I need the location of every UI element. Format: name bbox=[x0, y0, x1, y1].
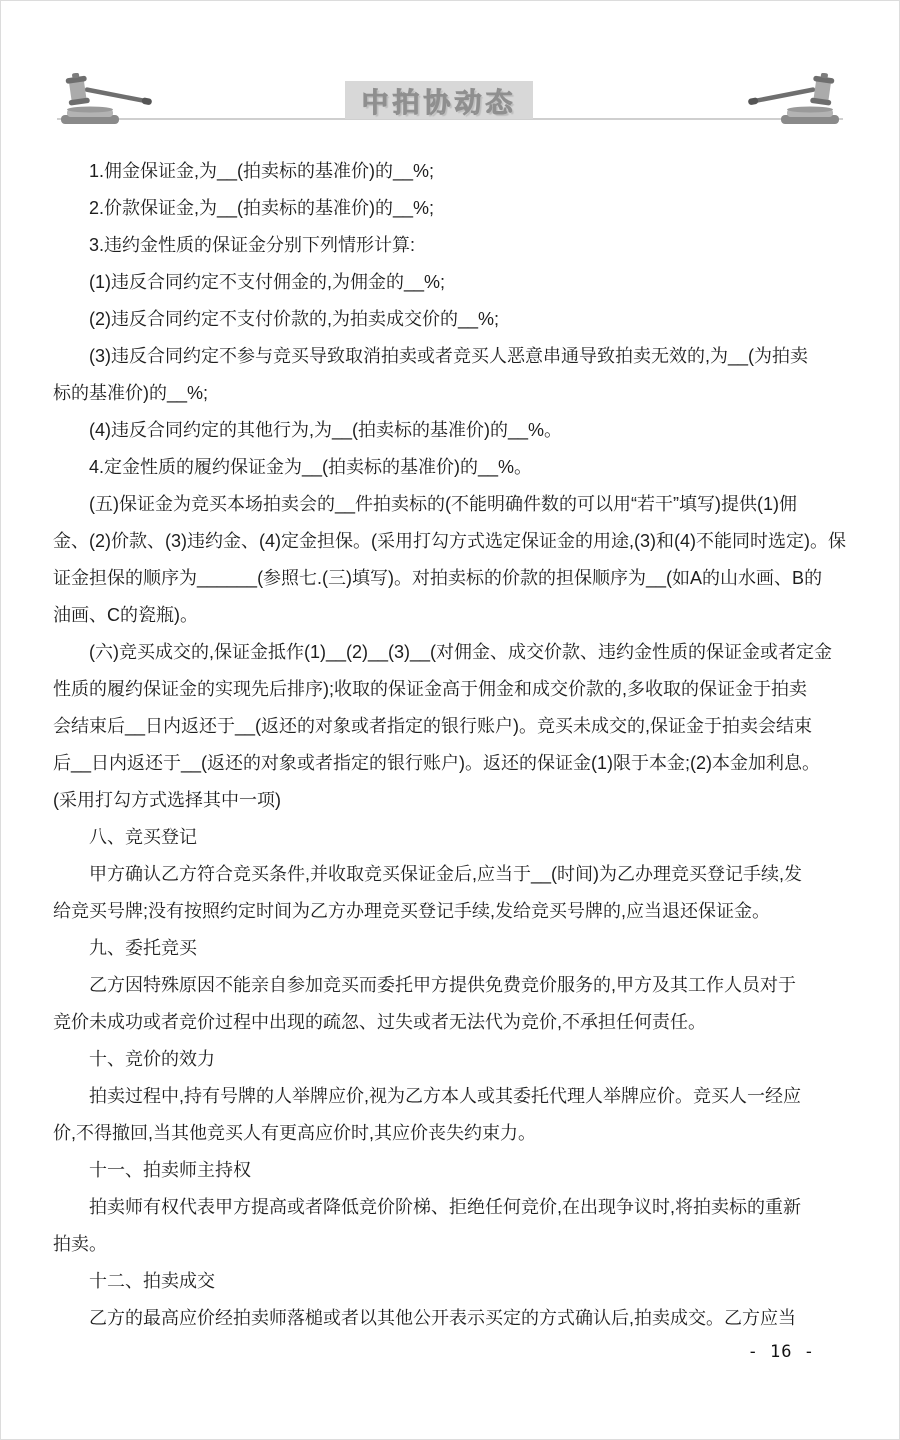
text-line: 给竞买号牌;没有按照约定时间为乙方办理竞买登记手续,发给竞买号牌的,应当退还保证金。 bbox=[53, 901, 770, 921]
text-line: 证金担保的顺序为______(参照七.(三)填写)。对拍卖标的价款的担保顺序为__(如A的山水画、B的 bbox=[53, 568, 823, 588]
text-line: (3)违反合同约定不参与竞买导致取消拍卖或者竞买人恶意串通导致拍卖无效的,为__(为拍卖 bbox=[89, 346, 809, 366]
text-line: 乙方的最高应价经拍卖师落槌或者以其他公开表示买定的方式确认后,拍卖成交。乙方应当 bbox=[89, 1308, 796, 1328]
text-line: 拍卖师有权代表甲方提高或者降低竞价阶梯、拒绝任何竞价,在出现争议时,将拍卖标的重新 bbox=[89, 1197, 801, 1217]
text-line: 后__日内返还于__(返还的对象或者指定的银行账户)。返还的保证金(1)限于本金;(2)本金加利息。 bbox=[53, 753, 821, 773]
text-line: 十一、拍卖师主持权 bbox=[89, 1160, 251, 1180]
header-title-box bbox=[345, 81, 533, 119]
text-line: 3.违约金性质的保证金分别下列情形计算: bbox=[89, 235, 416, 255]
text-line: (1)违反合同约定不支付佣金的,为佣金的__%; bbox=[89, 272, 446, 292]
text-line: 八、竞买登记 bbox=[89, 827, 197, 847]
document-body bbox=[53, 153, 853, 1337]
text-line: 4.定金性质的履约保证金为__(拍卖标的基准价)的__%。 bbox=[89, 457, 533, 477]
text-line: 九、委托竞买 bbox=[89, 938, 197, 958]
text-line: 十、竞价的效力 bbox=[89, 1049, 215, 1069]
text-line: 会结束后__日内返还于__(返还的对象或者指定的银行账户)。竞买未成交的,保证金于拍卖会结束 bbox=[53, 716, 813, 736]
gavel-icon-right bbox=[731, 73, 857, 125]
text-line: 拍卖过程中,持有号牌的人举牌应价,视为乙方本人或其委托代理人举牌应价。竞买人一经应 bbox=[89, 1086, 801, 1106]
text-line: 竞价未成功或者竞价过程中出现的疏忽、过失或者无法代为竞价,不承担任何责任。 bbox=[53, 1012, 706, 1032]
text-line: (五)保证金为竞买本场拍卖会的__件拍卖标的(不能明确件数的可以用“若干”填写)提供(1)佣 bbox=[89, 494, 797, 514]
gavel-icon-left bbox=[43, 73, 169, 125]
page-number: - 16 - bbox=[747, 1342, 815, 1362]
text-line: 1.佣金保证金,为__(拍卖标的基准价)的__%; bbox=[89, 161, 435, 181]
text-line: 甲方确认乙方符合竞买条件,并收取竞买保证金后,应当于__(时间)为乙办理竞买登记手续,发 bbox=[89, 864, 803, 884]
text-line: 标的基准价)的__%; bbox=[53, 383, 209, 403]
text-line: 价,不得撤回,当其他竞买人有更高应价时,其应价丧失约束力。 bbox=[53, 1123, 537, 1143]
text-line: (2)违反合同约定不支付价款的,为拍卖成交价的__%; bbox=[89, 309, 500, 329]
text-line: 性质的履约保证金的实现先后排序);收取的保证金高于佣金和成交价款的,多收取的保证金于拍卖 bbox=[53, 679, 807, 699]
text-line: (六)竞买成交的,保证金抵作(1)__(2)__(3)__(对佣金、成交价款、违约金性质的保证金或者定金 bbox=[89, 642, 833, 662]
text-line: (采用打勾方式选择其中一项) bbox=[53, 790, 281, 810]
text-line: 乙方因特殊原因不能亲自参加竞买而委托甲方提供免费竞价服务的,甲方及其工作人员对于 bbox=[89, 975, 796, 995]
text-line: 金、(2)价款、(3)违约金、(4)定金担保。(采用打勾方式选定保证金的用途,(3)和(4)不能同时选定)。保 bbox=[53, 531, 846, 551]
text-line: 油画、C的瓷瓶)。 bbox=[53, 605, 198, 625]
text-line: (4)违反合同约定的其他行为,为__(拍卖标的基准价)的__%。 bbox=[89, 420, 563, 440]
text-line: 2.价款保证金,为__(拍卖标的基准价)的__%; bbox=[89, 198, 435, 218]
page-title: 中拍协动态 bbox=[361, 87, 517, 118]
text-line: 拍卖。 bbox=[53, 1234, 107, 1254]
text-line: 十二、拍卖成交 bbox=[89, 1271, 215, 1291]
